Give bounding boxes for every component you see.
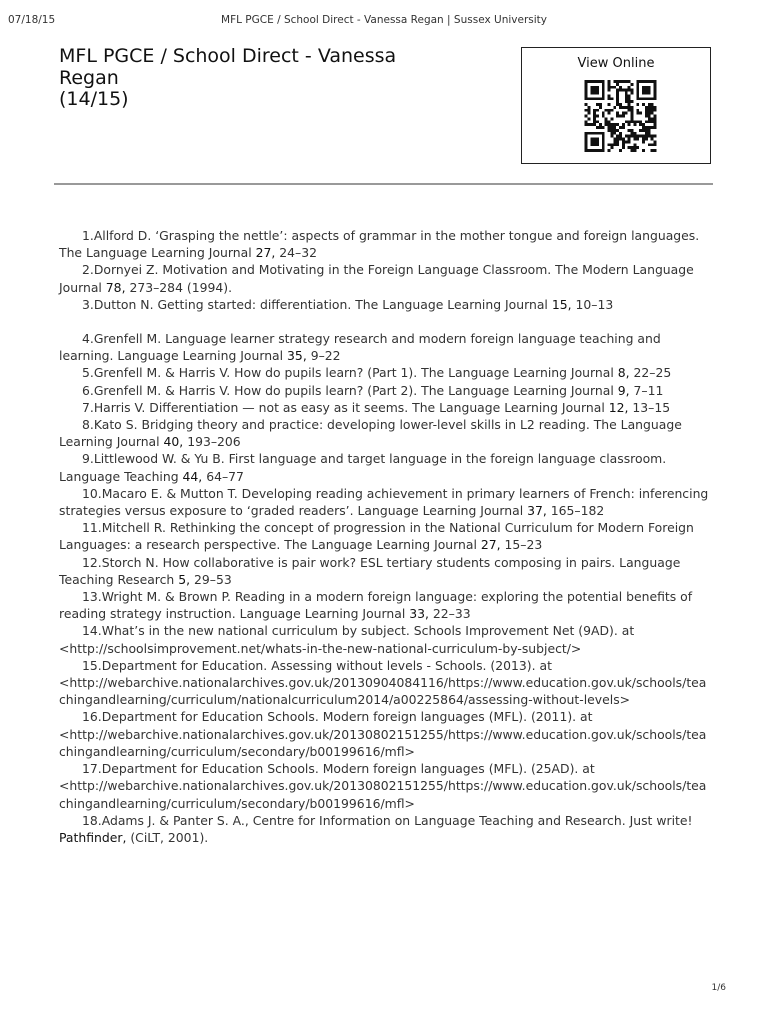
reference-pages: 165–182 xyxy=(546,503,605,519)
reference-pages: 15–23 xyxy=(500,537,543,553)
reference-pages: 29–53 xyxy=(190,571,232,587)
reference-item xyxy=(59,519,711,553)
reference-item xyxy=(59,330,711,364)
reference-volume: 8, xyxy=(617,365,630,381)
reference-text: 11.Mitchell R. Rethinking the concept of progression in the National Curriculum for Modern Foreign Languages: a research perspective. The Language Learning Journal xyxy=(59,520,694,553)
reference-volume: 5, xyxy=(178,571,191,587)
list-title xyxy=(59,46,479,111)
print-date: 07/18/15 xyxy=(8,14,56,26)
reference-volume: 33, xyxy=(409,606,429,622)
reference-item xyxy=(59,812,711,846)
reference-pages: (CiLT, 2001). xyxy=(126,829,209,845)
reference-text: 13.Wright M. & Brown P. Reading in a modern foreign language: exploring the potential benefits of reading strategy instruction. Language Learning Journal xyxy=(59,589,693,622)
reference-text: 10.Macaro E. & Mutton T. Developing reading achievement in primary learners of French: inferencing strategies versus exposure to ‘graded readers’. Language Learning Journal xyxy=(59,485,709,519)
reference-item xyxy=(59,554,711,588)
reference-pages: 193–206 xyxy=(183,434,241,450)
reference-item xyxy=(59,416,711,450)
reference-pages: 10–13 xyxy=(571,296,614,312)
reference-pages: 9–22 xyxy=(306,348,341,364)
reference-pages: 13–15 xyxy=(628,399,671,415)
reference-text: 17.Department for Education Schools. Modern foreign languages (MFL). (25AD). at <http://webarchive.nationalarchives.gov.uk/20130802151255/https://www.education.gov.uk/schools/teachingandlearning/curriculum/secondary/b00199616/mfl> xyxy=(59,761,707,811)
reference-volume: 27, xyxy=(480,537,501,553)
reference-volume: 44, xyxy=(182,468,203,484)
reference-text: 4.Grenfell M. Language learner strategy research and modern foreign language teaching and learning. Language Learning Journal xyxy=(59,331,661,364)
reference-item xyxy=(59,657,711,709)
header-divider xyxy=(54,183,713,185)
reference-pages: 22–25 xyxy=(629,365,672,381)
reference-pages: 64–77 xyxy=(202,468,244,484)
reference-text: 1.Allford D. ‘Grasping the nettle’: aspects of grammar in the mother tongue and foreign languages. The Language Learning Journal xyxy=(59,228,700,261)
reference-item xyxy=(59,760,711,812)
reference-pages: 22–33 xyxy=(428,606,471,622)
reference-item xyxy=(59,296,711,313)
reference-pages: 7–11 xyxy=(629,382,664,398)
reference-text: 12.Storch N. How collaborative is pair work? ESL tertiary students composing in pairs. Language Teaching Research xyxy=(59,554,681,587)
reference-volume: 40, xyxy=(163,434,184,450)
reference-text: 5.Grenfell M. & Harris V. How do pupils learn? (Part 1). The Language Learning Journal xyxy=(82,365,618,381)
reference-volume: Pathfinder, xyxy=(59,829,127,845)
title-line: Regan xyxy=(59,66,119,89)
reference-text: 8.Kato S. Bridging theory and practice: developing lower-level skills in L2 reading. The Language Learning Journal xyxy=(59,417,682,450)
reference-text: 9.Littlewood W. & Yu B. First language and target language in the foreign language classroom. Language Teaching xyxy=(59,451,667,484)
reference-text: 3.Dutton N. Getting started: differentiation. The Language Learning Journal xyxy=(82,296,552,312)
reference-volume: 78, xyxy=(105,279,126,295)
reference-pages: 273–284 (1994). xyxy=(125,279,233,295)
reference-item xyxy=(59,485,711,519)
reference-item xyxy=(59,382,711,399)
reference-volume: 15, xyxy=(551,296,572,312)
reference-pages: 24–32 xyxy=(275,245,317,261)
reference-volume: 9, xyxy=(617,382,630,398)
reference-item xyxy=(59,261,711,295)
reference-text: 6.Grenfell M. & Harris V. How do pupils learn? (Part 2). The Language Learning Journal xyxy=(82,382,618,398)
title-line: MFL PGCE / School Direct - Vanessa xyxy=(59,45,397,67)
reference-item xyxy=(59,399,711,416)
reference-text: 2.Dornyei Z. Motivation and Motivating in the Foreign Language Classroom. The Modern Language Journal xyxy=(59,262,694,295)
reference-text: 14.What’s in the new national curriculum by subject. Schools Improvement Net (9AD). at <http://schoolsimprovement.net/whats-in-the-new-national-curriculum-by-subject/> xyxy=(59,623,635,656)
reference-text: 16.Department for Education Schools. Modern foreign languages (MFL). (2011). at <http://webarchive.nationalarchives.gov.uk/20130802151255/https://www.education.gov.uk/schools/teachingandlearning/curriculum/secondary/b00199616/mfl> xyxy=(59,709,707,759)
page-number: 1/6 xyxy=(711,983,726,993)
reference-volume: 12, xyxy=(608,399,629,415)
reading-list xyxy=(59,227,711,846)
title-line: (14/15) xyxy=(59,88,129,110)
reference-text: 18.Adams J. & Panter S. A., Centre for Information on Language Teaching and Research. Just write! xyxy=(82,812,693,828)
print-page-title: MFL PGCE / School Direct - Vanessa Regan | Sussex University xyxy=(221,14,547,26)
reference-item xyxy=(59,364,711,381)
reference-volume: 37, xyxy=(527,503,547,519)
reference-item xyxy=(59,450,711,484)
qr-code-icon[interactable] xyxy=(583,80,658,152)
reference-item xyxy=(59,588,711,622)
reference-item xyxy=(59,708,711,760)
reference-volume: 35, xyxy=(287,348,307,364)
reference-text: 15.Department for Education. Assessing without levels - Schools. (2013). at <http://webarchive.nationalarchives.gov.uk/20130904084116/https://www.education.gov.uk/schools/teachingandlearning/curriculum/nationalcurriculum2014/a00225864/assessing-without-levels> xyxy=(59,657,707,708)
view-online-label[interactable]: View Online xyxy=(577,56,655,71)
reference-item xyxy=(59,227,711,261)
reference-item xyxy=(59,622,711,656)
reference-volume: 27, xyxy=(255,245,276,261)
reference-text: 7.Harris V. Differentiation — not as easy as it seems. The Language Learning Journal xyxy=(82,399,609,415)
